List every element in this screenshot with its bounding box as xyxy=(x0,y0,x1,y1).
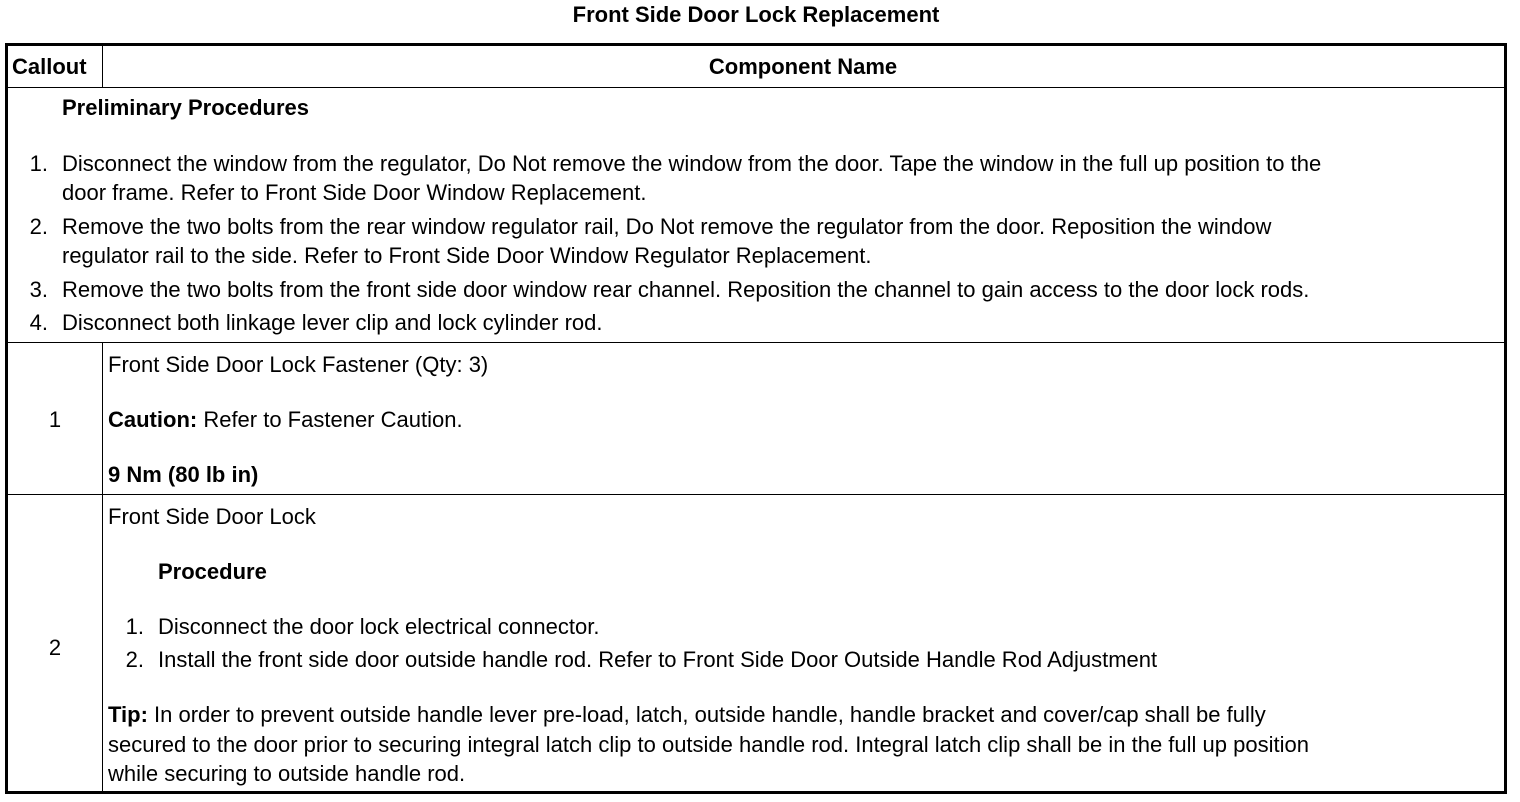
row2-tip-line-1 xyxy=(108,702,1266,728)
prelim-step-2-number: 2. xyxy=(29,214,48,239)
row1-caution xyxy=(108,407,463,433)
row1-component-name: Front Side Door Lock Fastener (Qty: 3) xyxy=(108,352,489,377)
row2-component-name: Front Side Door Lock xyxy=(108,504,316,529)
row2-step-2-number: 2. xyxy=(125,647,144,672)
column-divider-rows xyxy=(102,342,103,794)
row2-step-1-text: Disconnect the door lock electrical connector. xyxy=(158,614,600,639)
prelim-step-3-line-1: Remove the two bolts from the front side door window rear channel. Reposition the channel to gain access to the door lock rods. xyxy=(62,277,1310,302)
header-divider xyxy=(8,87,1504,88)
header-callout: Callout xyxy=(12,54,87,79)
prelim-step-4-number: 4. xyxy=(29,310,48,335)
prelim-step-1-line-1: Disconnect the window from the regulator, Do Not remove the window from the door. Tape the window in the full up position to the xyxy=(62,151,1322,176)
page-title: Front Side Door Lock Replacement xyxy=(572,2,940,27)
row2-tip-line-3: while securing to outside handle rod. xyxy=(108,761,466,786)
preliminary-heading: Preliminary Procedures xyxy=(62,95,310,120)
row2-step-1-number: 1. xyxy=(125,614,144,639)
row2-tip-line-2: secured to the door prior to securing integral latch clip to outside handle rod. Integral latch clip shall be in the full up position xyxy=(108,732,1309,757)
prelim-step-2-line-1: Remove the two bolts from the rear window regulator rail, Do Not remove the regulator from the door. Reposition the window xyxy=(62,214,1272,239)
prelim-step-1-line-2: door frame. Refer to Front Side Door Window Replacement. xyxy=(62,180,647,205)
prelim-step-4-line-1: Disconnect both linkage lever clip and lock cylinder rod. xyxy=(62,310,603,335)
header-component-name: Component Name xyxy=(708,54,898,79)
row2-callout: 2 xyxy=(48,635,62,660)
prelim-step-2-line-2: regulator rail to the side. Refer to Front Side Door Window Regulator Replacement. xyxy=(62,243,872,268)
row1-callout: 1 xyxy=(48,407,62,432)
row2-step-2-text: Install the front side door outside handle rod. Refer to Front Side Door Outside Handle Rod Adjustment xyxy=(158,647,1158,672)
row2-tip-label: Tip: xyxy=(108,702,148,727)
preliminary-divider xyxy=(8,342,1504,343)
prelim-step-3-number: 3. xyxy=(29,277,48,302)
row1-divider xyxy=(8,494,1504,495)
component-table xyxy=(5,43,1507,794)
row1-caution-text: Refer to Fastener Caution. xyxy=(197,407,463,432)
row2-procedure-heading: Procedure xyxy=(158,559,267,584)
row1-torque: 9 Nm (80 lb in) xyxy=(108,462,259,487)
prelim-step-1-number: 1. xyxy=(29,151,48,176)
row1-caution-label: Caution: xyxy=(108,407,198,432)
row2-tip-text-1: In order to prevent outside handle lever pre-load, latch, outside handle, handle bracket and cover/cap shall be fully xyxy=(147,702,1266,727)
